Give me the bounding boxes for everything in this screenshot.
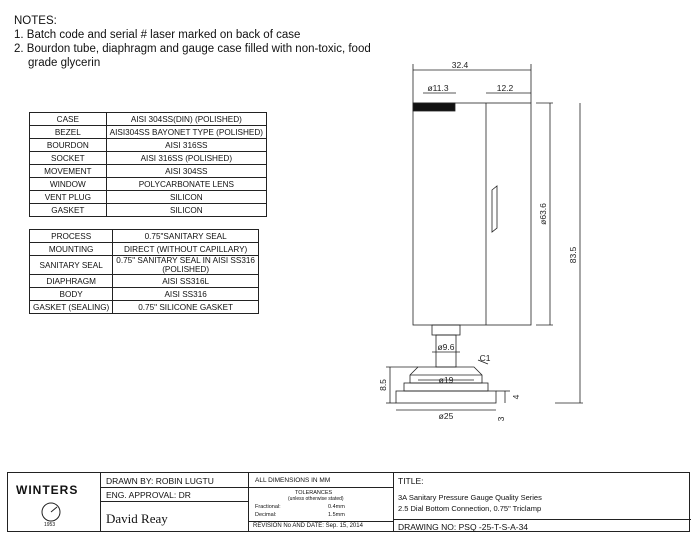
dim-label: ø11.3 xyxy=(427,83,449,93)
tolerances-note: (unless otherwise stated) xyxy=(288,496,344,502)
part-spec: AISI 304SS(DIN) (POLISHED) xyxy=(106,113,266,126)
part-spec: POLYCARBONATE LENS xyxy=(106,178,266,191)
all-dimensions: ALL DIMENSIONS IN MM xyxy=(255,477,331,484)
dim-label: ø25 xyxy=(438,411,454,421)
part-name: CASE xyxy=(30,113,107,126)
part-name: DIAPHRAGM xyxy=(30,275,113,288)
part-spec: AISI 304SS xyxy=(106,165,266,178)
part-name: GASKET xyxy=(30,204,107,217)
dim-label: 83.5 xyxy=(568,246,578,264)
revision: REVISION No AND DATE: Sep. 15, 2014 xyxy=(253,523,363,529)
decimal-label: Decimal: xyxy=(255,512,277,518)
part-name: BODY xyxy=(30,288,113,301)
case-slot xyxy=(492,186,497,232)
title-block xyxy=(7,472,690,532)
part-name: MOUNTING xyxy=(30,243,113,256)
part-spec: AISI 316SS xyxy=(106,139,266,152)
note-2-continued: grade glycerin xyxy=(28,57,101,69)
part-spec: AISI 316SS (POLISHED) xyxy=(106,152,266,165)
dim-label: 12.2 xyxy=(496,83,514,93)
part-spec: AISI SS316 xyxy=(113,288,259,301)
fractional-value: 0.4mm xyxy=(328,504,345,510)
part-spec: AISI SS316L xyxy=(113,275,259,288)
notes-heading: NOTES: xyxy=(14,15,57,27)
title-line-2: 2.5 Dial Bottom Connection, 0.75" Triclamp xyxy=(398,504,542,513)
drawing-no: DRAWING NO: PSQ -25-T-S-A-34 xyxy=(398,522,529,532)
triclamp-flange xyxy=(396,391,496,403)
gauge-case xyxy=(413,103,531,325)
drawn-by: DRAWN BY: ROBIN LUGTU xyxy=(106,476,214,486)
note-1: 1. Batch code and serial # laser marked on back of case xyxy=(14,29,301,41)
part-spec-line: (POLISHED) xyxy=(162,265,210,274)
part-name: MOVEMENT xyxy=(30,165,107,178)
dim-label: 3 xyxy=(496,416,506,422)
dim-label: C1 xyxy=(479,353,491,363)
part-name: SOCKET xyxy=(30,152,107,165)
part-name: BEZEL xyxy=(30,126,107,139)
company-logo: WINTERS xyxy=(16,483,79,497)
tolerances-heading: TOLERANCES xyxy=(295,490,333,496)
signature: David Reay xyxy=(106,511,168,526)
part-name: WINDOW xyxy=(30,178,107,191)
eng-approval: ENG. APPROVAL: DR xyxy=(106,490,191,500)
part-name: SANITARY SEAL xyxy=(30,256,113,275)
decimal-value: 1.5mm xyxy=(328,512,345,518)
part-spec: SILICON xyxy=(106,204,266,217)
title-line-1: 3A Sanitary Pressure Gauge Quality Series xyxy=(398,493,542,502)
fractional-label: Fractional: xyxy=(255,504,281,510)
dim-label: ø9.6 xyxy=(437,342,455,352)
socket xyxy=(432,325,460,335)
part-spec-line: 0.75" SANITARY SEAL IN AISI SS316 xyxy=(116,256,255,265)
part-spec: SILICON xyxy=(106,191,266,204)
part-name: PROCESS xyxy=(30,230,113,243)
title-label: TITLE: xyxy=(398,476,424,486)
dim-label: 32.4 xyxy=(451,60,469,70)
dim-label: 8.5 xyxy=(378,379,388,391)
note-2: 2. Bourdon tube, diaphragm and gauge case filled with non-toxic, food xyxy=(14,43,371,55)
part-name: VENT PLUG xyxy=(30,191,107,204)
vent-plug xyxy=(413,103,455,111)
dim-label: ø19 xyxy=(438,375,454,385)
dim-label: 4 xyxy=(511,394,521,400)
part-spec: DIRECT (WITHOUT CAPILLARY) xyxy=(113,243,259,256)
dim-label: ø63.6 xyxy=(538,203,548,225)
part-spec: 0.75"SANITARY SEAL xyxy=(113,230,259,243)
part-spec: 0.75" SILICONE GASKET xyxy=(113,301,259,314)
part-spec: AISI304SS BAYONET TYPE (POLISHED) xyxy=(106,126,266,139)
part-name: GASKET (SEALING) xyxy=(30,301,113,314)
part-name: BOURDON xyxy=(30,139,107,152)
logo-year: 1953 xyxy=(44,522,56,528)
